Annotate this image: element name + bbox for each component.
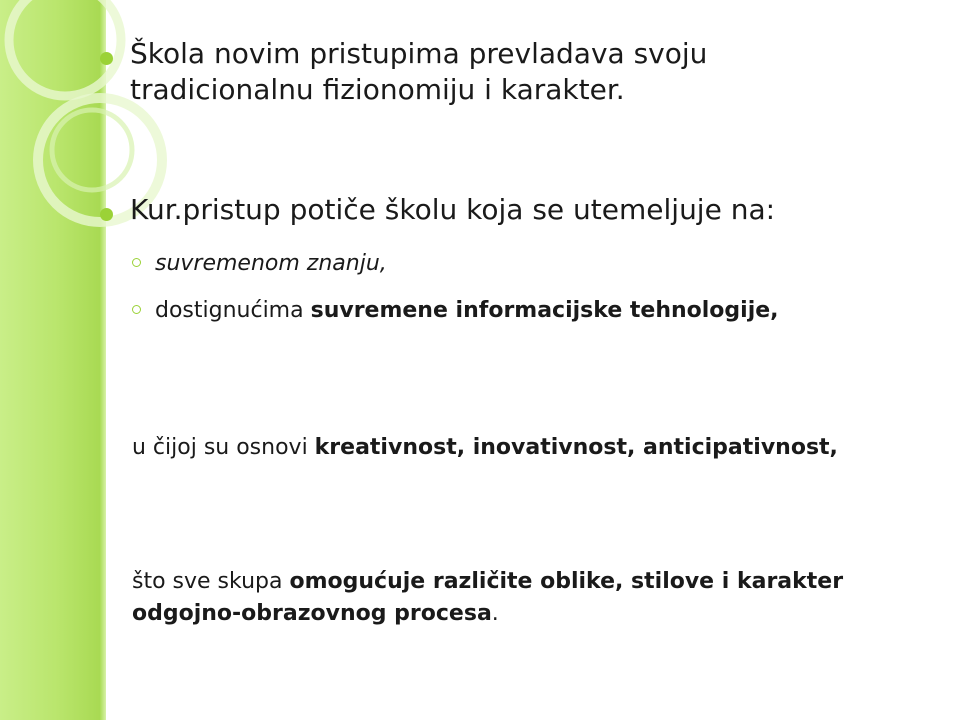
paragraph-outcome — [132, 566, 912, 630]
paragraph-1-bold: kreativnost, inovativnost, anticipativnost, — [314, 435, 838, 460]
sub-bullet-item-1 — [132, 248, 387, 279]
bullet-item-2 — [100, 192, 930, 228]
sub-bullet-2-bold: suvremene informacijske tehnologije, — [310, 298, 779, 323]
sub-bullet-text-1 — [155, 248, 387, 279]
bullet-item-1 — [100, 36, 870, 108]
bullet-dot-icon — [100, 208, 113, 221]
paragraph-foundations — [132, 432, 912, 464]
sub-bullet-1-italic: suvremenom znanju, — [155, 251, 387, 276]
sub-bullet-item-2 — [132, 295, 815, 326]
sub-bullet-ring-icon — [132, 258, 141, 267]
sub-bullet-2-plain: dostignućima — [155, 298, 311, 323]
paragraph-1-plain: u čijoj su osnovi — [132, 435, 315, 460]
paragraph-2-plain: što sve skupa — [132, 569, 290, 594]
bullet-text-2: Kur.pristup potiče školu koja se utemeljuje na: — [130, 193, 776, 226]
deco-ring-inner — [52, 110, 132, 190]
paragraph-2-end: . — [491, 601, 499, 626]
sub-bullet-text-2 — [155, 295, 815, 326]
paragraph-2-bold: omogućuje različite oblike, stilove i karakter odgojno-obrazovnog procesa — [132, 569, 844, 626]
sub-bullet-ring-icon — [132, 305, 141, 314]
bullet-text-1: Škola novim pristupima prevladava svoju tradicionalnu fizionomiju i karakter. — [130, 37, 708, 106]
bullet-dot-icon — [100, 52, 113, 65]
